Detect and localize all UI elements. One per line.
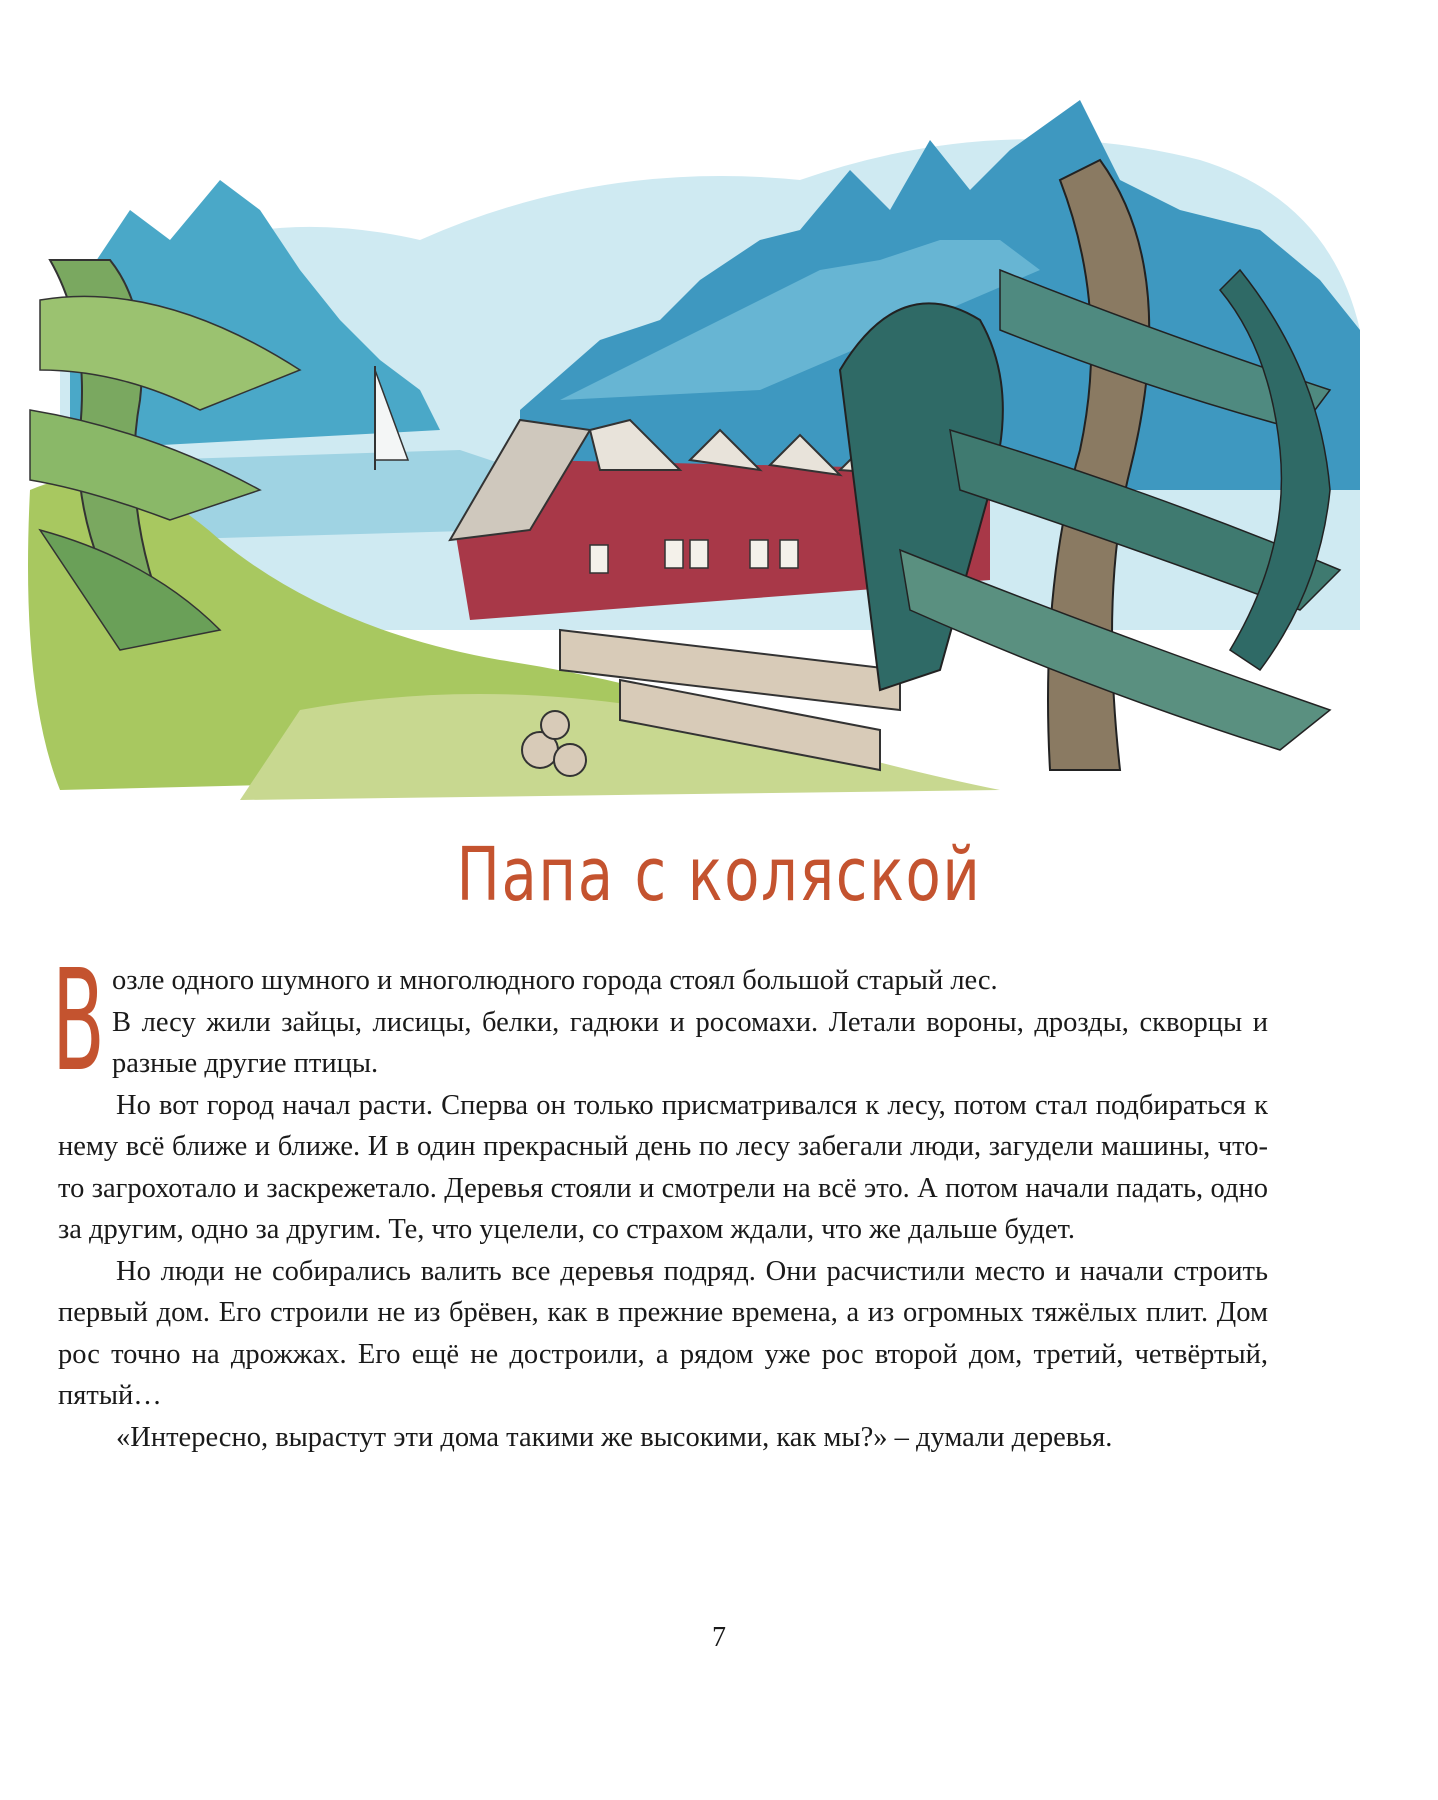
drop-cap: В bbox=[52, 940, 105, 1103]
first-paragraph-line: озле одного шумного и многолюдного города стоял большой старый лес. bbox=[112, 965, 998, 996]
paragraph-2: Но вот город начал расти. Сперва он только присматривался к лесу, потом стал подбираться к нему всё ближе и ближе. И в один прекрасный день по лесу забегали люди, загудели машины, что-то загрохотало и заскрежетало. Деревья стояли и смотрели на всё это. А потом начали падать, одно за другим, одно за другим. Те, что уцелели, со страхом ждали, что же дальше будет. bbox=[58, 1089, 1268, 1245]
paragraph-3: Но люди не собирались валить все деревья подряд. Они расчистили место и начали строить первый дом. Его строили не из брёвен, как в прежние времена, а из огромных тяжёлых плит. Дом рос точно на дрожжах. Его ещё не достроили, а рядом уже рос второй дом, третий, четвёртый, пятый… bbox=[58, 1255, 1268, 1411]
chapter-title: Папа с коляской bbox=[456, 832, 982, 918]
paragraph-4: «Интересно, вырастут эти дома такими же высокими, как мы?» – думали деревья. bbox=[116, 1421, 1113, 1453]
page-number: 7 bbox=[712, 1622, 726, 1653]
first-paragraph-rest: В лесу жили зайцы, лисицы, белки, гадюки и росомахи. Летали вороны, дрозды, скворцы и разные другие птицы. bbox=[112, 1006, 1268, 1079]
first-paragraph bbox=[52, 940, 1268, 1103]
body-text bbox=[52, 940, 1268, 1458]
forest-house-illustration bbox=[0, 70, 1438, 830]
